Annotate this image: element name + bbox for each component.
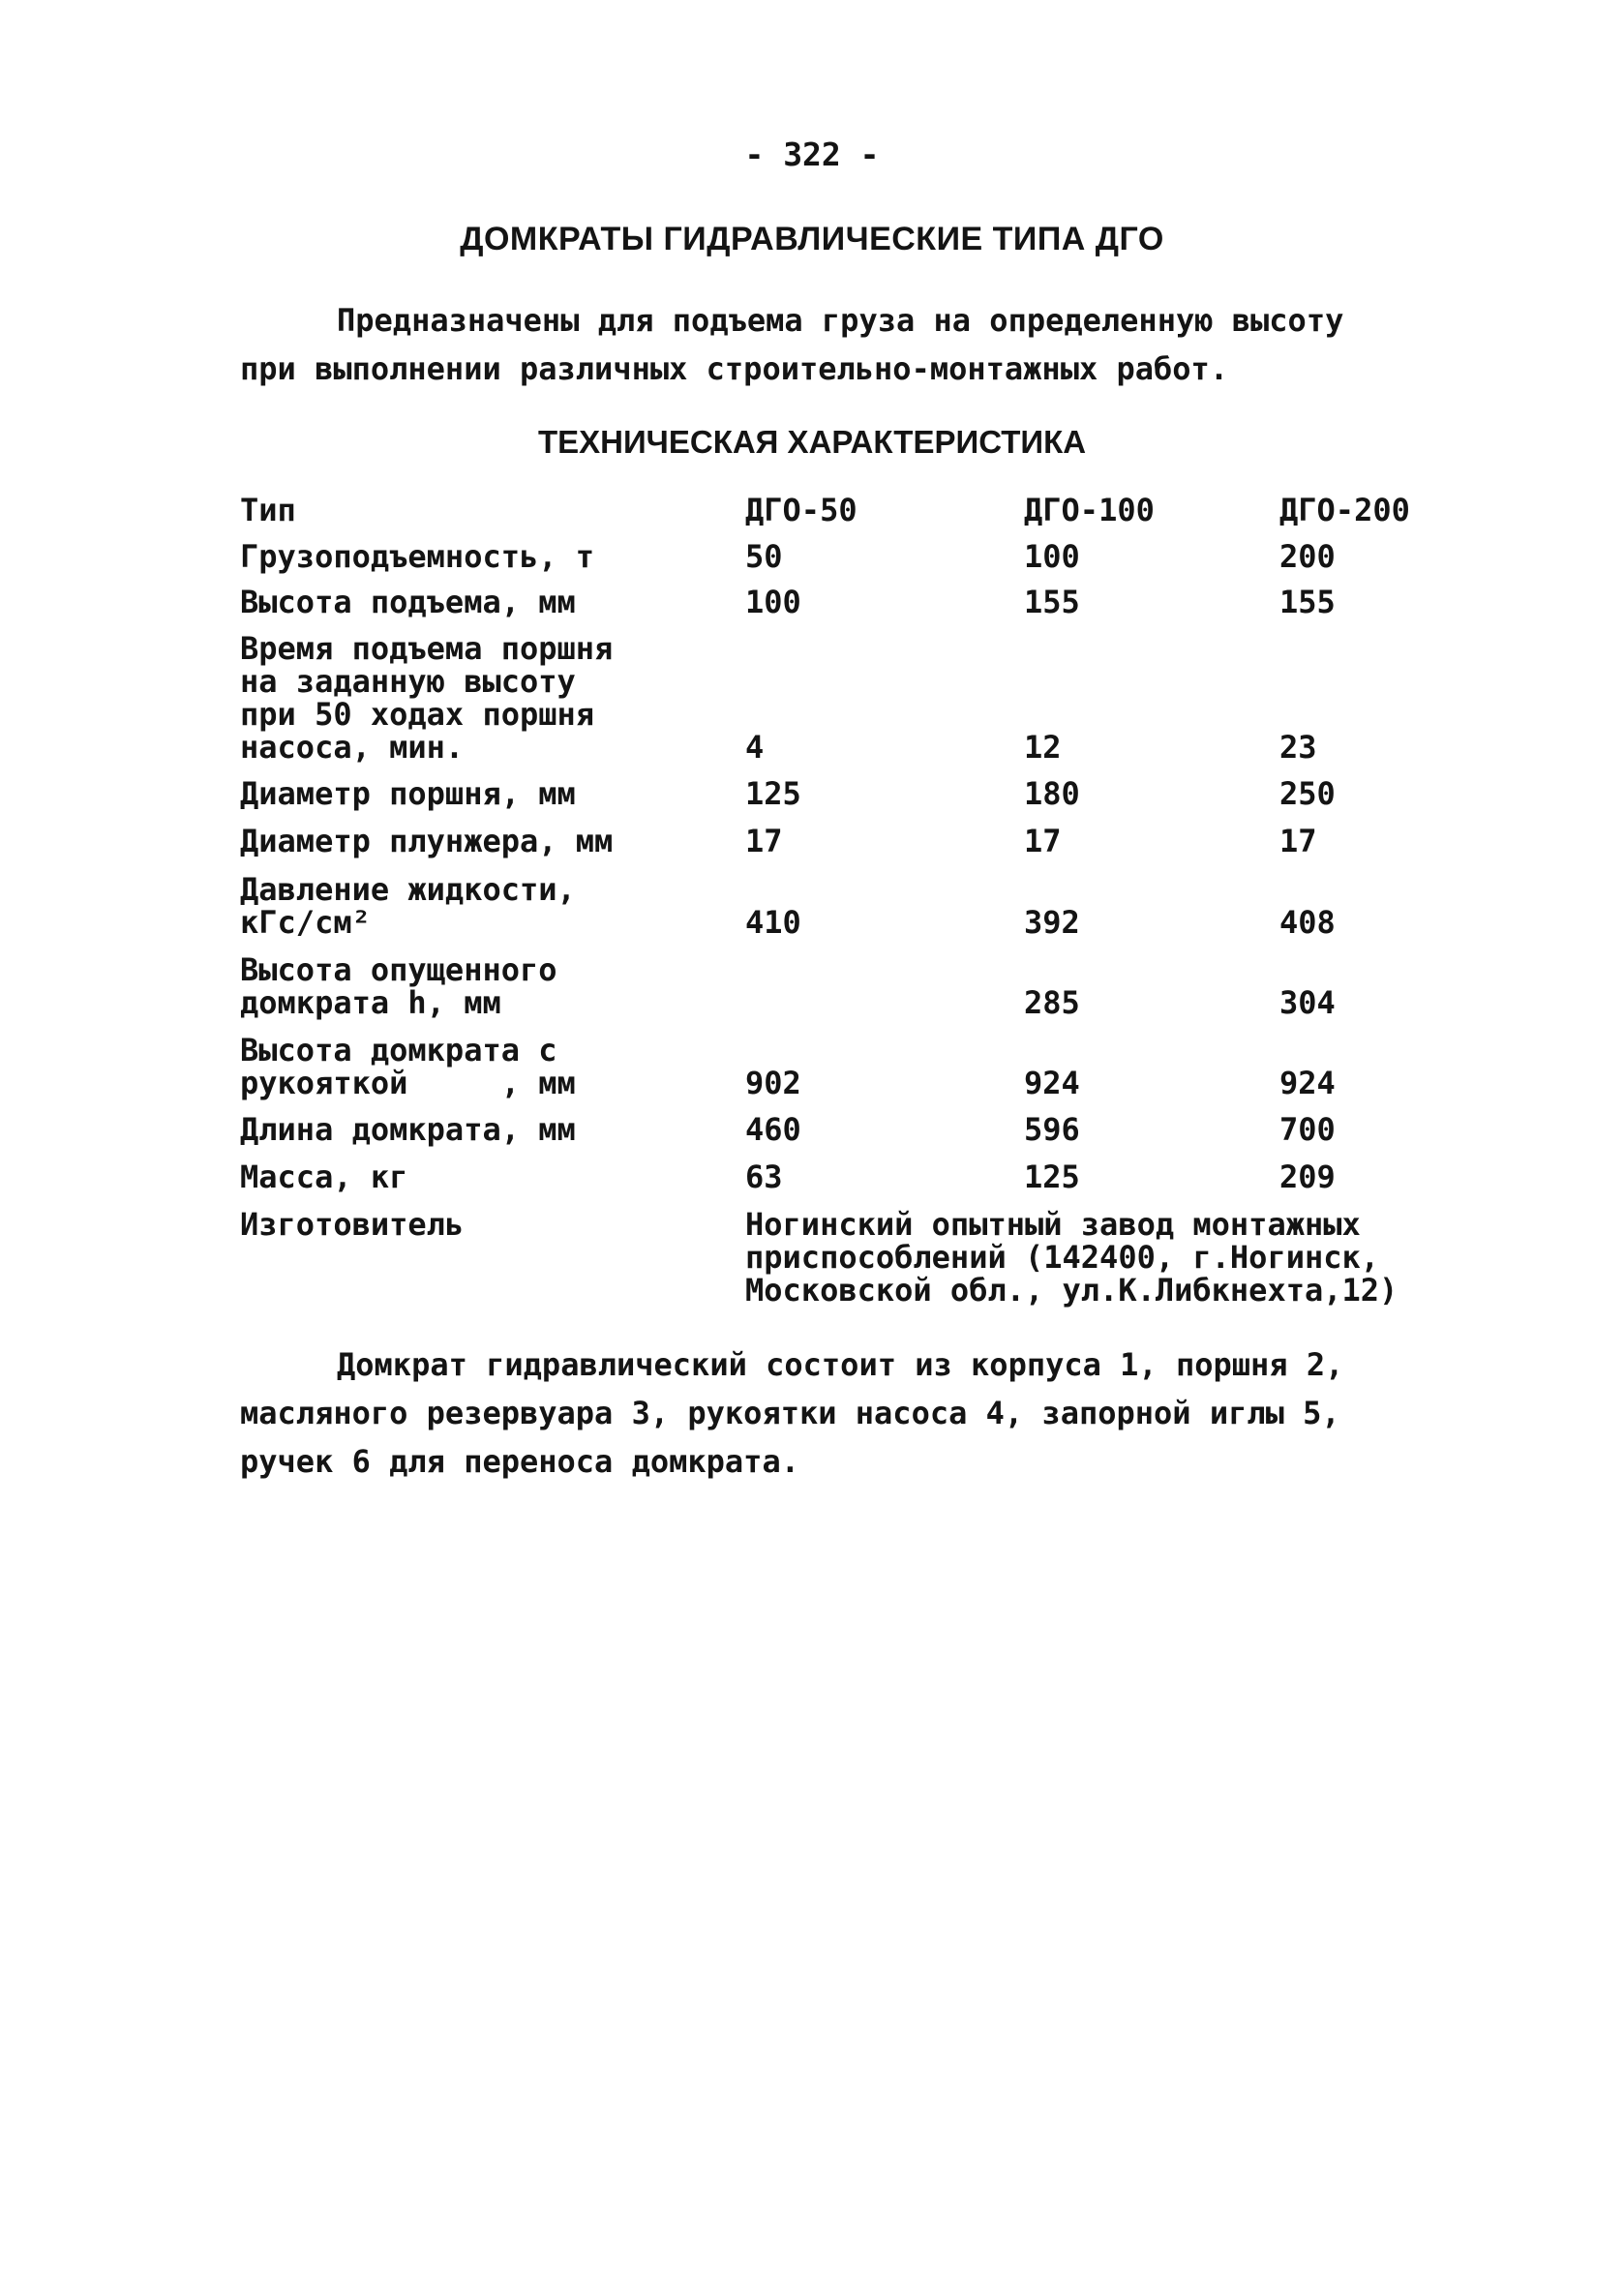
row-label: Масса, кг xyxy=(240,1159,408,1195)
row-value: 100 xyxy=(1024,538,1080,575)
row-value: 924 xyxy=(1024,1065,1080,1101)
manufacturer-label: Изготовитель xyxy=(240,1206,465,1243)
row-value: 408 xyxy=(1279,904,1336,941)
row-value: 155 xyxy=(1024,584,1080,620)
row-value: 155 xyxy=(1279,584,1336,620)
row-label: Давление жидкости, кГс/см² xyxy=(240,871,576,941)
description-paragraph xyxy=(240,1340,1421,1486)
description-line: масляного резервуара 3, рукоятки насоса 4, запорной иглы 5, xyxy=(240,1395,1340,1431)
intro-line: при выполнении различных строительно-монтажных работ. xyxy=(240,350,1229,387)
row-value: 180 xyxy=(1024,775,1080,812)
row-label: Время подъема поршня на заданную высоту при 50 ходах поршня насоса, мин. xyxy=(240,630,614,766)
table-header-model-3: ДГО-200 xyxy=(1279,492,1410,528)
row-value: 63 xyxy=(745,1159,783,1195)
row-value: 4 xyxy=(745,729,765,766)
row-value: 410 xyxy=(745,904,801,941)
row-value: 209 xyxy=(1279,1159,1336,1195)
row-value: 924 xyxy=(1279,1065,1336,1101)
row-label: Высота домкрата с рукояткой , мм xyxy=(240,1032,576,1101)
row-label: Высота подъема, мм xyxy=(240,584,576,620)
row-value: 50 xyxy=(745,538,783,575)
row-value: 392 xyxy=(1024,904,1080,941)
row-value: 285 xyxy=(1024,984,1080,1021)
row-label: Диаметр поршня, мм xyxy=(240,775,576,812)
intro-paragraph xyxy=(240,296,1421,393)
manufacturer-value: Ногинский опытный завод монтажных приспособлений (142400, г.Ногинск, Московской обл., ул.К.Либкнехта,12) xyxy=(745,1206,1398,1309)
row-value: 700 xyxy=(1279,1111,1336,1148)
spec-title: ТЕХНИЧЕСКАЯ ХАРАКТЕРИСТИКА xyxy=(537,424,1087,460)
row-value: 23 xyxy=(1279,729,1317,766)
row-value: 250 xyxy=(1279,775,1336,812)
row-label: Высота опущенного домкрата h, мм xyxy=(240,951,557,1021)
row-value: 125 xyxy=(1024,1159,1080,1195)
row-value: 902 xyxy=(745,1065,801,1101)
row-value: 596 xyxy=(1024,1111,1080,1148)
row-label: Диаметр плунжера, мм xyxy=(240,823,614,859)
row-value: 12 xyxy=(1024,729,1062,766)
row-value: 17 xyxy=(1279,823,1317,859)
row-value: 200 xyxy=(1279,538,1336,575)
table-header-model-2: ДГО-100 xyxy=(1024,492,1155,528)
description-line: ручек 6 для переноса домкрата. xyxy=(240,1443,799,1480)
table-header-type: Тип xyxy=(240,492,296,528)
row-value: 17 xyxy=(745,823,783,859)
row-label: Грузоподъемность, т xyxy=(240,538,595,575)
row-value: 304 xyxy=(1279,984,1336,1021)
intro-line: Предназначены для подъема груза на определенную высоту xyxy=(337,302,1344,339)
row-value: 460 xyxy=(745,1111,801,1148)
page-number: - 322 - xyxy=(744,135,880,173)
row-value: 100 xyxy=(745,584,801,620)
description-line: Домкрат гидравлический состоит из корпуса 1, поршня 2, xyxy=(337,1346,1344,1383)
row-label: Длина домкрата, мм xyxy=(240,1111,576,1148)
row-value: 125 xyxy=(745,775,801,812)
document-title: ДОМКРАТЫ ГИДРАВЛИЧЕСКИЕ ТИПА ДГО xyxy=(460,221,1164,257)
row-value: 17 xyxy=(1024,823,1062,859)
table-header-model-1: ДГО-50 xyxy=(745,492,857,528)
